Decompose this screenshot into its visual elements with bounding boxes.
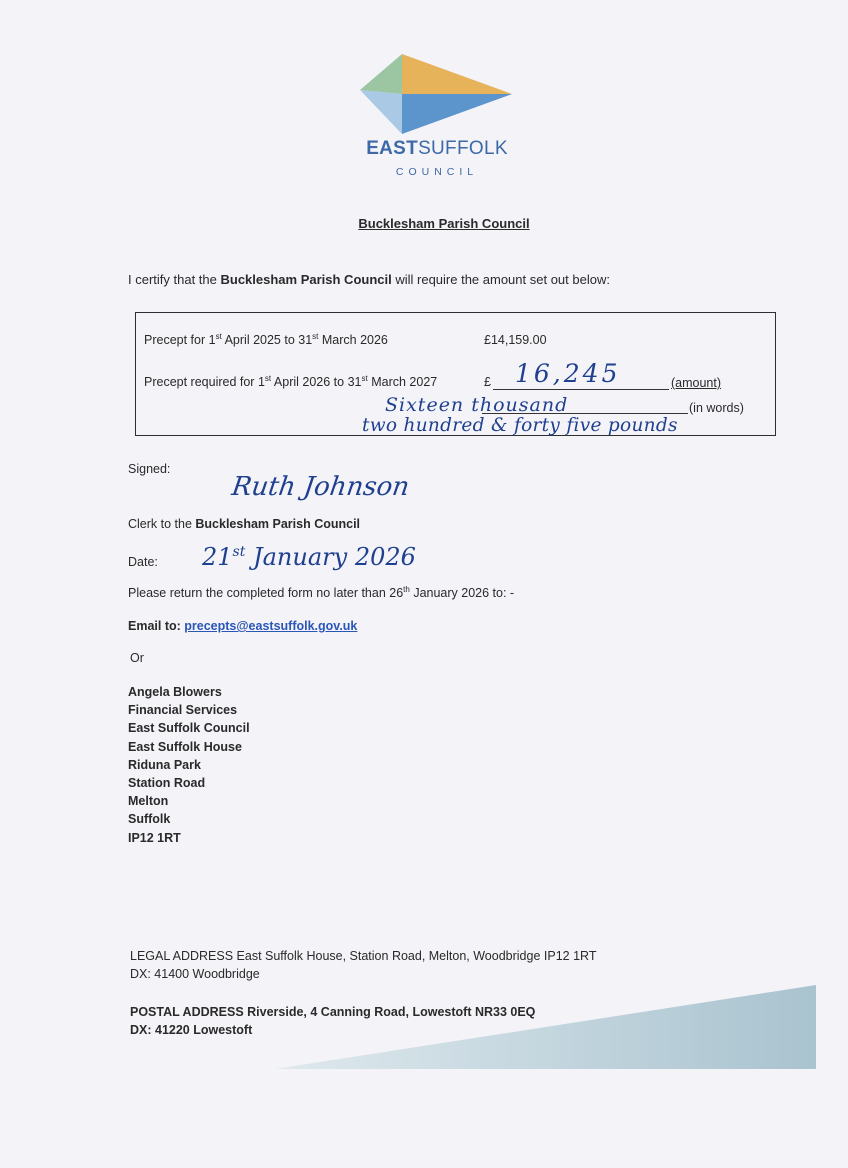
precept-required-label: Precept required for 1st April 2026 to 31st March 2027: [144, 373, 438, 389]
logo-word-east: EAST: [366, 138, 419, 159]
precept-current-label: Precept for 1st April 2025 to 31st March 2026: [144, 331, 388, 347]
handwritten-date: 21st January 2026: [202, 543, 416, 571]
address-line: Suffolk: [128, 812, 171, 827]
or-text: Or: [130, 651, 144, 665]
footer-wedge-decoration: [270, 983, 820, 1073]
logo-word-suffolk: SUFFOLK: [418, 138, 508, 159]
postal-dx-line: DX: 41220 Lowestoft: [130, 1022, 253, 1037]
email-link[interactable]: precepts@eastsuffolk.gov.uk: [184, 619, 358, 633]
logo-mark-icon: [357, 54, 517, 138]
currency-symbol: £: [484, 375, 491, 389]
certify-post: will require the amount set out below:: [391, 272, 610, 287]
address-line: Financial Services: [128, 703, 238, 718]
clerk-line: Clerk to the Bucklesham Parish Council: [128, 517, 361, 531]
address-line: East Suffolk House: [128, 739, 242, 754]
handwritten-amount: 16,245: [515, 359, 621, 388]
signed-label: Signed:: [128, 462, 171, 476]
email-line: [128, 619, 357, 633]
certify-council: Bucklesham Parish Council: [220, 272, 392, 287]
amount-line: [493, 389, 669, 390]
address-line: East Suffolk Council: [128, 721, 250, 736]
precept-current-value: £14,159.00: [484, 333, 547, 347]
page-title: Bucklesham Parish Council: [358, 216, 530, 231]
logo-wordmark: [357, 138, 517, 160]
east-suffolk-logo: [357, 54, 517, 138]
address-line: Riduna Park: [128, 757, 201, 772]
certify-pre: I certify that the: [128, 272, 221, 287]
address-line: Station Road: [128, 776, 206, 791]
date-label: Date:: [128, 555, 158, 569]
handwritten-signature: Ruth Johnson: [229, 472, 412, 502]
return-instructions: Please return the completed form no later than 26th January 2026 to: -: [128, 584, 515, 600]
amount-caption: (amount): [671, 376, 722, 390]
address-line: IP12 1RT: [128, 830, 181, 845]
words-caption: (in words): [689, 401, 744, 415]
return-address: [128, 683, 250, 847]
logo-subtitle: COUNCIL: [395, 166, 479, 178]
certify-statement: [128, 272, 610, 288]
legal-address-line: LEGAL ADDRESS East Suffolk House, Station Road, Melton, Woodbridge IP12 1RT: [130, 949, 597, 963]
email-label: Email to:: [128, 619, 185, 633]
handwritten-words-line1: Sixteen thousand: [385, 394, 569, 416]
handwritten-words-line2: two hundred & forty five pounds: [362, 415, 678, 436]
address-line: Melton: [128, 794, 169, 809]
legal-address: [130, 948, 596, 983]
postal-address-line: POSTAL ADDRESS Riverside, 4 Canning Road, Lowestoft NR33 0EQ: [130, 1005, 536, 1019]
address-line: Angela Blowers: [128, 685, 222, 699]
legal-dx-line: DX: 41400 Woodbridge: [130, 966, 260, 981]
